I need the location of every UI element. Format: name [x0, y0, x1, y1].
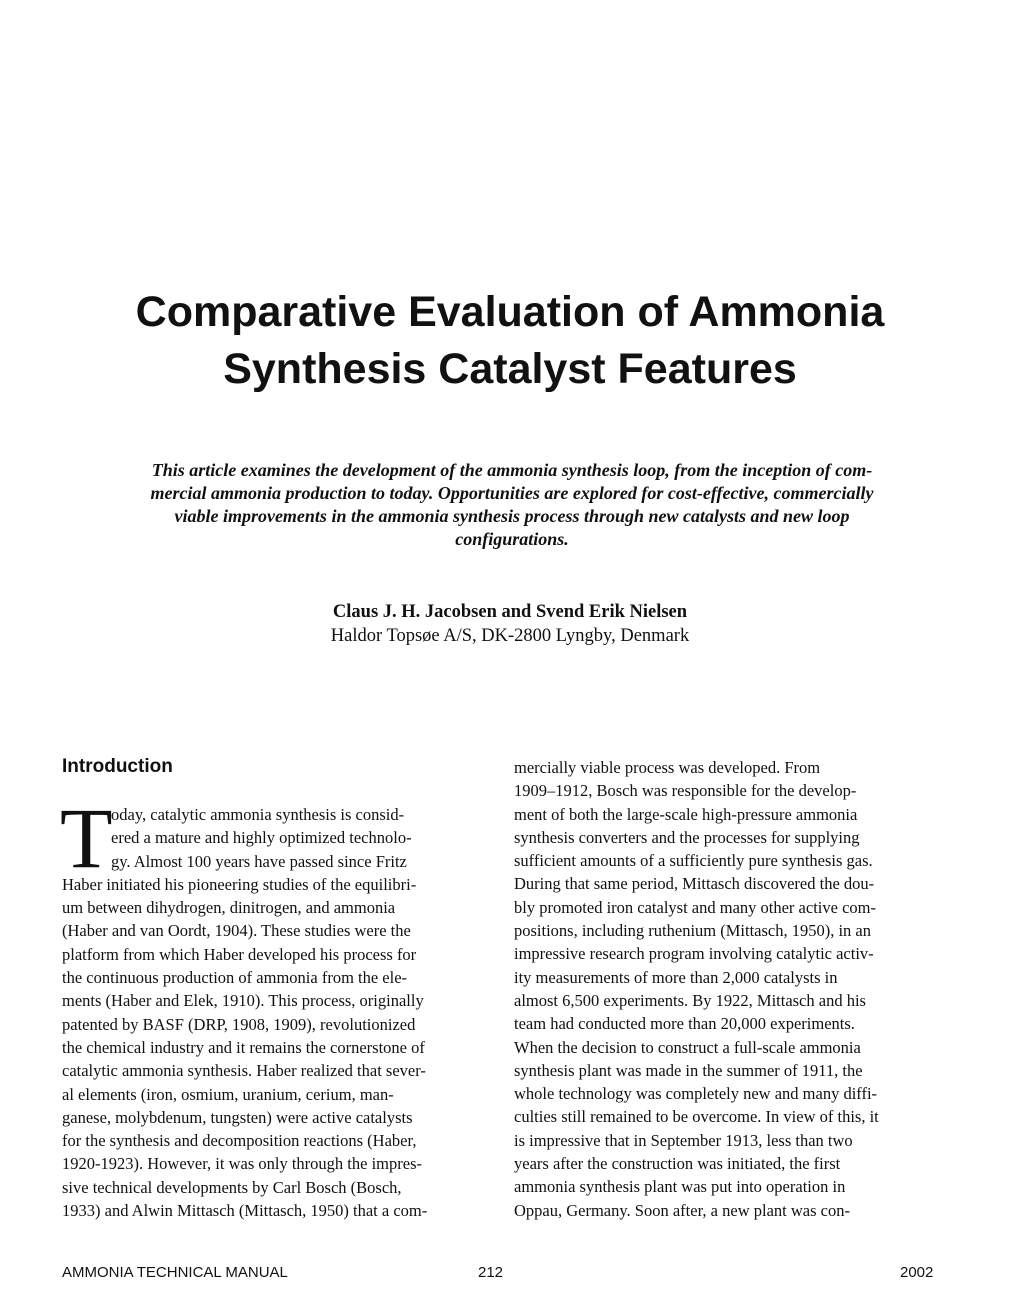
section-heading-introduction: Introduction: [62, 756, 173, 777]
abstract: [62, 459, 962, 551]
text-line: almost 6,500 experiments. By 1922, Mittasch and his: [514, 990, 866, 1010]
text-line: bly promoted iron catalyst and many other active com-: [514, 897, 876, 917]
abstract-line: viable improvements in the ammonia synthesis process through new catalysts and new loop: [174, 506, 850, 526]
text-line: is impressive that in September 1913, less than two: [514, 1130, 853, 1150]
author-names: Claus J. H. Jacobsen and Svend Erik Nielsen: [332, 602, 688, 622]
title-line-2: Synthesis Catalyst Features: [223, 345, 797, 393]
text-line: um between dihydrogen, dinitrogen, and ammonia: [62, 898, 396, 918]
text-line: 1933) and Alwin Mittasch (Mittasch, 1950) that a com-: [62, 1201, 428, 1221]
text-line: During that same period, Mittasch discovered the dou-: [514, 874, 875, 894]
text-line: years after the construction was initiated, the first: [514, 1154, 841, 1174]
text-line: 1909–1912, Bosch was responsible for the develop-: [514, 781, 857, 801]
title-line-1: Comparative Evaluation of Ammonia: [135, 288, 885, 336]
text-line: ganese, molybdenum, tungsten) were active catalysts: [62, 1107, 413, 1127]
text-line: platform from which Haber developed his process for: [62, 944, 417, 964]
abstract-line: mercial ammonia production to today. Opportunities are explored for cost-effective, commercially: [150, 483, 874, 503]
text-line: the chemical industry and it remains the cornerstone of: [62, 1037, 425, 1057]
text-line: (Haber and van Oordt, 1904). These studies were the: [62, 921, 411, 941]
text-line: whole technology was completely new and many diffi-: [514, 1084, 878, 1104]
text-line: oday, catalytic ammonia synthesis is consid-: [111, 805, 405, 824]
text-line: mercially viable process was developed. From: [514, 758, 821, 777]
text-line: Oppau, Germany. Soon after, a new plant was con-: [514, 1200, 850, 1220]
text-line: ered a mature and highly optimized technolo-: [111, 828, 412, 848]
abstract-line: This article examines the development of the ammonia synthesis loop, from the inception of com-: [151, 460, 873, 480]
text-line: positions, including ruthenium (Mittasch, 1950), in an: [514, 921, 872, 941]
text-line: synthesis converters and the processes for supplying: [514, 827, 860, 847]
abstract-line: configurations.: [455, 529, 569, 549]
footer-year: 2002: [900, 1264, 934, 1281]
text-line: sufficient amounts of a sufficiently pure synthesis gas.: [514, 851, 873, 871]
footer-publication: AMMONIA TECHNICAL MANUAL: [62, 1264, 288, 1281]
text-line: sive technical developments by Carl Bosch (Bosch,: [62, 1177, 402, 1197]
text-line: ammonia synthesis plant was put into operation in: [514, 1177, 846, 1197]
text-line: ments (Haber and Elek, 1910). This process, originally: [62, 991, 424, 1011]
article-title: [0, 284, 1020, 398]
text-line: for the synthesis and decomposition reactions (Haber,: [62, 1131, 417, 1151]
text-line: culties still remained to be overcome. In view of this, it: [514, 1107, 879, 1127]
right-column: [514, 756, 938, 1222]
text-line: synthesis plant was made in the summer of 1911, the: [514, 1060, 863, 1080]
author-affiliation: Haldor Topsøe A/S, DK-2800 Lyngby, Denmark: [330, 626, 690, 646]
text-line: catalytic ammonia synthesis. Haber realized that sever-: [62, 1061, 426, 1081]
text-line: patented by BASF (DRP, 1908, 1909), revolutionized: [62, 1014, 416, 1034]
text-line: impressive research program involving catalytic activ-: [514, 944, 874, 964]
text-line: gy. Almost 100 years have passed since Fritz: [111, 851, 407, 871]
text-line: the continuous production of ammonia from the ele-: [62, 968, 408, 988]
text-line: ity measurements of more than 2,000 catalysts in: [514, 967, 838, 987]
text-line: team had conducted more than 20,000 experiments.: [514, 1014, 855, 1034]
left-column: [62, 803, 484, 1222]
footer-page-number: 212: [478, 1264, 504, 1281]
text-line: al elements (iron, osmium, uranium, cerium, man-: [62, 1084, 394, 1104]
drop-cap: T: [60, 790, 113, 886]
text-line: When the decision to construct a full-scale ammonia: [514, 1037, 861, 1057]
text-line: 1920-1923). However, it was only through the impres-: [62, 1154, 422, 1174]
text-line: ment of both the large-scale high-pressure ammonia: [514, 804, 858, 824]
text-line: Haber initiated his pioneering studies of the equilibri-: [62, 874, 417, 894]
